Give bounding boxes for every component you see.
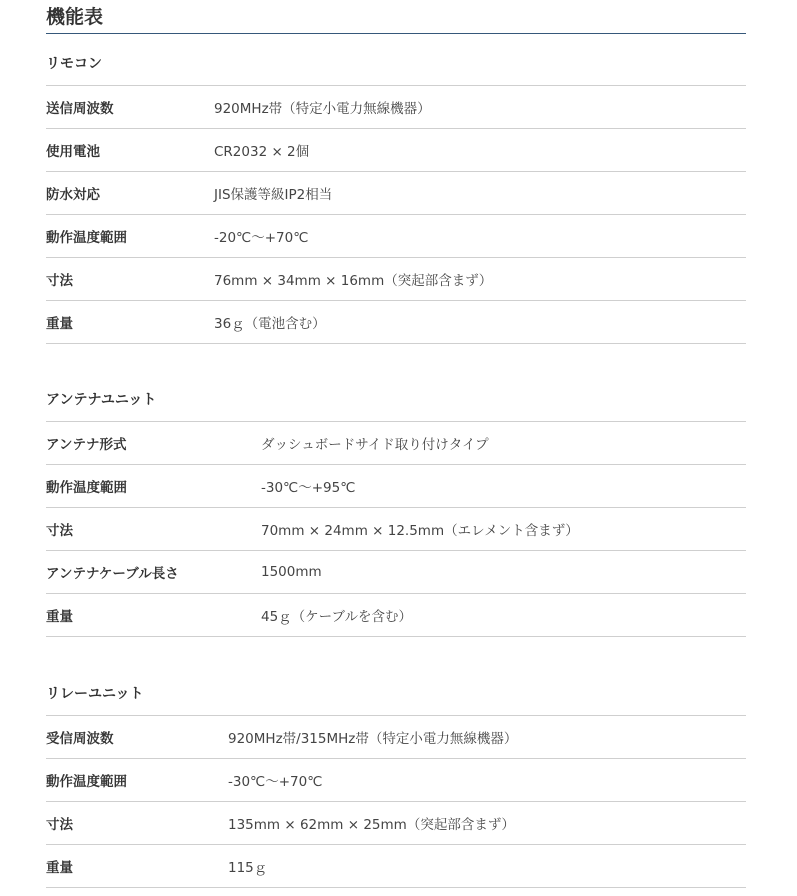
spec-label: 寸法 xyxy=(46,817,73,833)
spec-row-weight xyxy=(46,845,746,888)
spec-label: 受信周波数 xyxy=(46,731,114,747)
spec-label: 寸法 xyxy=(46,273,73,289)
spec-row-weight xyxy=(46,594,746,637)
spec-value: 45ｇ（ケーブルを含む） xyxy=(261,609,412,625)
spec-value: -30℃～+95℃ xyxy=(261,480,356,496)
spec-row-temperature xyxy=(46,759,746,802)
spec-row-temperature xyxy=(46,215,746,258)
spec-label: 重量 xyxy=(46,860,73,876)
spec-value: -30℃～+70℃ xyxy=(228,774,323,790)
spec-value: 115ｇ xyxy=(228,860,268,876)
spec-label: 重量 xyxy=(46,609,73,625)
spec-label: 防水対応 xyxy=(46,187,100,203)
section-heading: リモコン xyxy=(46,43,746,86)
section-remote xyxy=(46,43,746,344)
section-heading: リレーユニット xyxy=(46,673,746,716)
spec-value: 76mm × 34mm × 16mm（突起部含まず） xyxy=(214,273,493,289)
spec-row-antenna-type xyxy=(46,422,746,465)
spec-value: 1500mm xyxy=(261,564,322,580)
spec-value: -20℃～+70℃ xyxy=(214,230,309,246)
spec-value: 920MHz帯（特定小電力無線機器） xyxy=(214,101,431,117)
page-title: 機能表 xyxy=(46,4,746,34)
spec-value: 920MHz帯/315MHz帯（特定小電力無線機器） xyxy=(228,731,518,747)
spec-label: 重量 xyxy=(46,316,73,332)
spec-value: CR2032 × 2個 xyxy=(214,144,310,160)
spec-label: 送信周波数 xyxy=(46,101,114,117)
spec-label: 寸法 xyxy=(46,523,73,539)
spec-row-frequency xyxy=(46,716,746,759)
spec-value: 135mm × 62mm × 25mm（突起部含まず） xyxy=(228,817,515,833)
spec-value: ダッシュボードサイド取り付けタイプ xyxy=(261,437,489,453)
spec-label: アンテナケーブル長さ xyxy=(46,566,179,582)
spec-row-dimensions xyxy=(46,802,746,845)
spec-label: 動作温度範囲 xyxy=(46,480,127,496)
spec-value: 36ｇ（電池含む） xyxy=(214,316,326,332)
spec-label: 動作温度範囲 xyxy=(46,774,127,790)
spec-row-waterproof xyxy=(46,172,746,215)
spec-row-dimensions xyxy=(46,258,746,301)
section-heading: アンテナユニット xyxy=(46,379,746,422)
spec-row-temperature xyxy=(46,465,746,508)
spec-label: アンテナ形式 xyxy=(46,437,127,453)
spec-label: 使用電池 xyxy=(46,144,100,160)
spec-value: JIS保護等級IP2相当 xyxy=(214,187,333,203)
section-relay-unit xyxy=(46,673,746,888)
section-antenna-unit xyxy=(46,379,746,637)
spec-row-frequency xyxy=(46,86,746,129)
spec-row-cable-length xyxy=(46,551,746,594)
spec-row-dimensions xyxy=(46,508,746,551)
spec-label: 動作温度範囲 xyxy=(46,230,127,246)
spec-row-weight xyxy=(46,301,746,344)
spec-row-battery xyxy=(46,129,746,172)
spec-value: 70mm × 24mm × 12.5mm（エレメント含まず） xyxy=(261,523,579,539)
